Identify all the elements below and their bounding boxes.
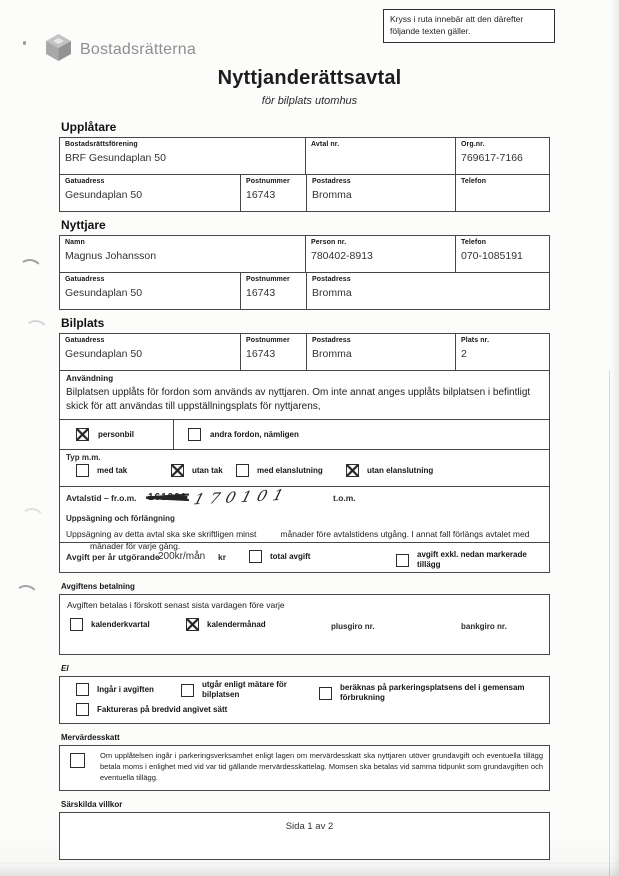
bankgiro-label: bankgiro nr. (461, 622, 507, 631)
typ-label: Typ m.m. (66, 453, 101, 462)
utan-elanslutning-checkbox[interactable] (346, 464, 359, 477)
field-gatuadress: Gatuadress Gesundaplan 50 (65, 276, 143, 299)
avgift-row (60, 542, 549, 572)
punch-hole-mark (13, 584, 40, 609)
avgift-label: Avgift per år utgörande (66, 552, 160, 562)
cube-logo-icon (45, 33, 72, 67)
avgift-exkl-label: avgift exkl. nedan markerade tillägg (417, 550, 527, 569)
andra-fordon-checkbox[interactable] (188, 428, 201, 441)
uppsagning-heading: Uppsägning och förlängning (66, 514, 175, 523)
personbil-checkbox[interactable] (76, 428, 89, 441)
punch-hole-mark (17, 258, 44, 283)
avtalstid-label: Avtalstid – fr.o.m. (66, 493, 137, 503)
kalendermanad-checkbox[interactable] (186, 618, 199, 631)
betalning-box (59, 594, 550, 655)
el-beraknas-label: beräknas på parkeringsplatsens del i gemensam förbrukning (340, 683, 525, 702)
field-postadress: Postadress Bromma (306, 273, 549, 309)
med-elanslutning-label: med elanslutning (257, 465, 323, 475)
bostadsratterna-logo (45, 33, 196, 67)
avtalstid-handwritten-value: 170101 (191, 485, 292, 509)
moms-text: Om upplåtelsen ingår i parkeringsverksamhet enligt lagen om mervärdesskatt ska nyttjaren utöver grundavgift och eventuella tillägg betala moms i enlighet med vid var tid gällande mervärdesskattelag. Momsen ska betalas vid samma tidpunkt som grundavgiften och eventuella tillägg. (100, 751, 543, 782)
avgift-unit-label: kr (218, 552, 227, 562)
andra-fordon-label: andra fordon, nämligen (210, 429, 299, 439)
field-postadress: Postadress Bromma (306, 175, 455, 211)
fordon-row (60, 419, 549, 449)
el-box (59, 676, 550, 724)
el-faktureras-checkbox[interactable] (76, 703, 89, 716)
total-avgift-label: total avgift (270, 551, 311, 561)
betalning-intro: Avgiften betalas i förskott senast sista vardagen före varje (67, 600, 285, 610)
personbil-label: personbil (98, 429, 135, 439)
med-elanslutning-checkbox[interactable] (236, 464, 249, 477)
field-gatuadress: Gatuadress Gesundaplan 50 (65, 178, 143, 201)
moms-checkbox[interactable] (70, 753, 85, 768)
avtalstid-struck-value: 161001 (148, 492, 188, 503)
punch-hole-mark (23, 319, 50, 344)
field-telefon: Telefon (455, 175, 549, 211)
kalenderkvartal-checkbox[interactable] (70, 618, 83, 631)
field-plats-nr: Plats nr. 2 (455, 334, 549, 370)
field-postnummer: Postnummer 16743 (240, 175, 306, 211)
field-telefon: Telefon 070-1085191 (455, 236, 549, 272)
total-avgift-checkbox[interactable] (249, 550, 262, 563)
scan-speck (23, 41, 26, 45)
anvandning-label: Användning (66, 374, 114, 383)
avgift-value: 200kr/mån (158, 551, 206, 562)
tom-label: t.o.m. (333, 493, 356, 503)
avtalstid-row (60, 485, 549, 551)
el-heading: El (61, 664, 69, 673)
moms-heading: Mervärdesskatt (61, 733, 120, 742)
field-avtal-nr: Avtal nr. (305, 138, 455, 174)
anvandning-text: Bilplatsen upplåts för fordon som används av nyttjaren. Om inte annat anges upplåts bilplatsen i befintligt skick för att användas till uppställningsplats för nyttjarens, (66, 387, 531, 412)
utan-tak-checkbox[interactable] (171, 464, 184, 477)
field-bostadsrattsforening: Bostadsrättsförening BRF Gesundaplan 50 (65, 141, 166, 164)
sarskilda-villkor-box (59, 812, 550, 860)
field-postnummer: Postnummer 16743 (240, 273, 306, 309)
uppsagning-text: Uppsägning av detta avtal ska ske skriftligen minst månader före avtalstidens utgång. I annat fall förlängs avtalet medmånader för varje gång. (66, 529, 530, 551)
el-beraknas-checkbox[interactable] (319, 687, 332, 700)
punch-hole-mark (19, 507, 46, 532)
med-tak-label: med tak (97, 465, 128, 475)
anvandning-block (60, 370, 549, 419)
form-title: Nyttjanderättsavtal (217, 67, 402, 89)
villkor-heading: Särskilda villkor (61, 799, 123, 809)
page-number: Sida 1 av 2 (285, 821, 334, 832)
scan-edge-right (611, 0, 619, 876)
form-body (59, 114, 550, 860)
el-matare-checkbox[interactable] (181, 684, 194, 697)
typ-row (60, 449, 549, 486)
logo-text: Bostadsrätterna (80, 41, 196, 58)
med-tak-checkbox[interactable] (76, 464, 89, 477)
betalning-heading: Avgiftens betalning (61, 582, 135, 591)
utan-elanslutning-label: utan elanslutning (367, 465, 434, 475)
field-person-nr: Person nr. 780402-8913 (305, 236, 455, 272)
section-heading-upplatare: Upplåtare (61, 120, 117, 134)
scan-edge-line (609, 370, 610, 876)
field-postadress: Postadress Bromma (306, 334, 455, 370)
kalenderkvartal-label: kalenderkvartal (91, 619, 150, 629)
el-ingar-label: Ingår i avgiften (97, 684, 154, 694)
field-org-nr: Org.nr. 769617-7166 (455, 138, 549, 174)
field-namn: Namn Magnus Johansson (65, 239, 157, 262)
bilplats-box (59, 333, 550, 573)
avgift-exkl-checkbox[interactable] (396, 554, 409, 567)
moms-box (59, 745, 550, 791)
form-subtitle: för bilplats utomhus (261, 95, 358, 107)
plusgiro-label: plusgiro nr. (331, 622, 375, 631)
kalendermanad-label: kalendermånad (207, 619, 266, 629)
field-gatuadress: Gatuadress Gesundaplan 50 (65, 337, 143, 360)
nyttjare-table (59, 235, 550, 310)
scan-edge-bottom (0, 862, 619, 876)
field-postnummer: Postnummer 16743 (240, 334, 306, 370)
el-ingar-checkbox[interactable] (76, 683, 89, 696)
upplatare-table (59, 137, 550, 212)
el-matare-label: utgår enligt mätare för bilplatsen (202, 680, 287, 699)
checkbox-instruction-note: Kryss i ruta innebär att den därefter följande texten gäller. (383, 9, 555, 43)
el-faktureras-label: Faktureras på bredvid angivet sätt (97, 704, 228, 714)
section-heading-nyttjare: Nyttjare (61, 218, 106, 232)
section-heading-bilplats: Bilplats (61, 316, 105, 330)
utan-tak-label: utan tak (192, 465, 223, 475)
